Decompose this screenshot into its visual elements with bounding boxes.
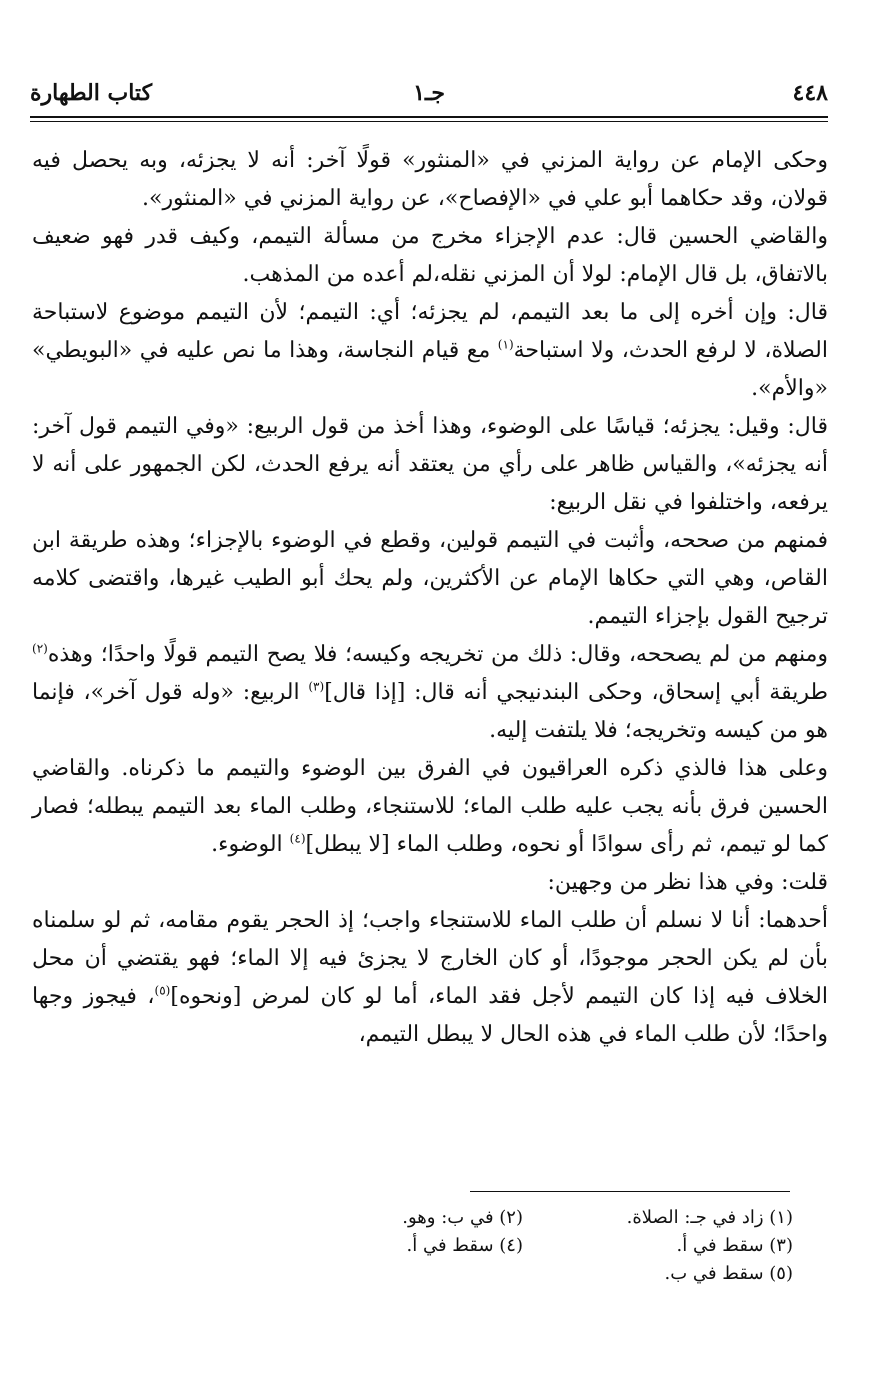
text-segment: أحدهما: أنا لا نسلم أن طلب الماء للاستنجاء واجب؛ إذ الحجر يقوم مقامه، ثم لو سلمناه بأن لم يكن الحجر موجودًا، أو كان الخارج لا يجزئ فيه إلا الماء؛ فهو يقتضي أن محل الخلاف فيه إذا كان التيمم لأجل فقد الماء، أما لو كان لمرض [ونحوه] — [32, 908, 828, 1009]
text-segment: قال: وإن أخره إلى ما بعد التيمم، لم يجزئه؛ أي: التيمم؛ لأن التيمم موضوع لاستباحة الصلاة، لا لرفع الحدث، ولا استباحة — [32, 300, 828, 363]
footnote-marker: (١) — [497, 337, 514, 352]
paragraph — [32, 142, 828, 218]
paragraph — [32, 750, 828, 864]
book-title: كتاب الطهارة — [30, 80, 153, 106]
paragraph — [32, 864, 828, 902]
text-segment: وحكى الإمام عن رواية المزني في «المنثور» قولًا آخر: أنه لا يجزئه، وبه يحصل فيه قولان، وقد حكاهما أبو علي في «الإفصاح»، عن رواية المزني في «المنثور». — [32, 148, 828, 211]
text-segment: مع قيام النجاسة، وهذا ما نص عليه في «البويطي» «والأم». — [32, 338, 828, 401]
header-rule-thin — [30, 121, 828, 122]
text-segment: طريقة أبي إسحاق، وحكى البندنيجي أنه قال: [إذا قال] — [324, 680, 828, 705]
paragraph — [32, 636, 828, 750]
text-segment: قال: وقيل: يجزئه؛ قياسًا على الوضوء، وهذا أخذ من قول الربيع: «وفي التيمم قول آخر: أنه يجزئه»، والقياس ظاهر على رأي من يعتقد أنه يرفع الحدث، لكن الجمهور على أنه لا يرفعه، واختلفوا في نقل الربيع: — [32, 414, 828, 515]
text-segment: الربيع: «وله قول آخر»، فإنما هو من كيسه وتخريجه؛ فلا يلتفت إليه. — [32, 680, 828, 743]
footnote-row — [253, 1204, 793, 1232]
footnote-marker: (٢) — [32, 641, 48, 656]
main-text — [32, 142, 828, 1054]
page-number: ٤٤٨ — [792, 80, 828, 106]
paragraph — [32, 902, 828, 1054]
footnote-item: (٤) سقط في أ. — [406, 1235, 523, 1256]
footnote-marker: (٣) — [308, 679, 325, 694]
footnote-row — [253, 1260, 793, 1288]
paragraph — [32, 408, 828, 522]
footnote-marker: (٥) — [154, 983, 171, 998]
text-segment: ومنهم من لم يصححه، وقال: ذلك من تخريجه وكيسه؛ فلا يصح التيمم قولًا واحدًا؛ وهذه — [47, 642, 828, 667]
footnote-item: (٢) في ب: وهو. — [402, 1207, 523, 1228]
footnote-marker: (٤) — [289, 831, 306, 846]
footnote-row — [253, 1232, 793, 1260]
text-segment: فمنهم من صححه، وأثبت في التيمم قولين، وقطع في الوضوء بالإجزاء؛ وهذه طريقة ابن القاص، وهي التي حكاها الإمام عن الأكثرين، ولم يحك أبو الطيب غيرها، واقتضى كلامه ترجيح القول بإجزاء التيمم. — [32, 528, 828, 629]
text-segment: الوضوء. — [211, 832, 290, 857]
footnote-item: (١) زاد في جـ: الصلاة. — [626, 1207, 793, 1228]
footnote-separator — [470, 1191, 790, 1192]
paragraph — [32, 522, 828, 636]
text-segment: ، فيجوز وجها واحدًا؛ لأن طلب الماء في هذه الحال لا يبطل التيمم، — [32, 984, 828, 1047]
text-segment: والقاضي الحسين قال: عدم الإجزاء مخرج من مسألة التيمم، وكيف قدر فهو ضعيف بالاتفاق، بل قال الإمام: لولا أن المزني نقله،لم أعده من المذهب. — [32, 224, 828, 287]
paragraph — [32, 218, 828, 294]
footnotes — [253, 1204, 793, 1288]
footnote-item: (٣) سقط في أ. — [676, 1235, 793, 1256]
header-rule-thick — [30, 116, 828, 118]
volume-label: جـ١ — [413, 80, 445, 106]
footnote-item: (٥) سقط في ب. — [664, 1263, 793, 1284]
text-segment: قلت: وفي هذا نظر من وجهين: — [547, 870, 828, 895]
text-segment: وعلى هذا فالذي ذكره العراقيون في الفرق بين الوضوء والتيمم ما ذكرناه. والقاضي الحسين فرق بأنه يجب عليه طلب الماء؛ للاستنجاء، وطلب الماء بعد التيمم يبطله؛ فصار كما لو تيمم، ثم رأى سوادًا أو نحوه، وطلب الماء [لا يبطل] — [32, 756, 828, 857]
page-header — [30, 78, 828, 114]
paragraph — [32, 294, 828, 408]
